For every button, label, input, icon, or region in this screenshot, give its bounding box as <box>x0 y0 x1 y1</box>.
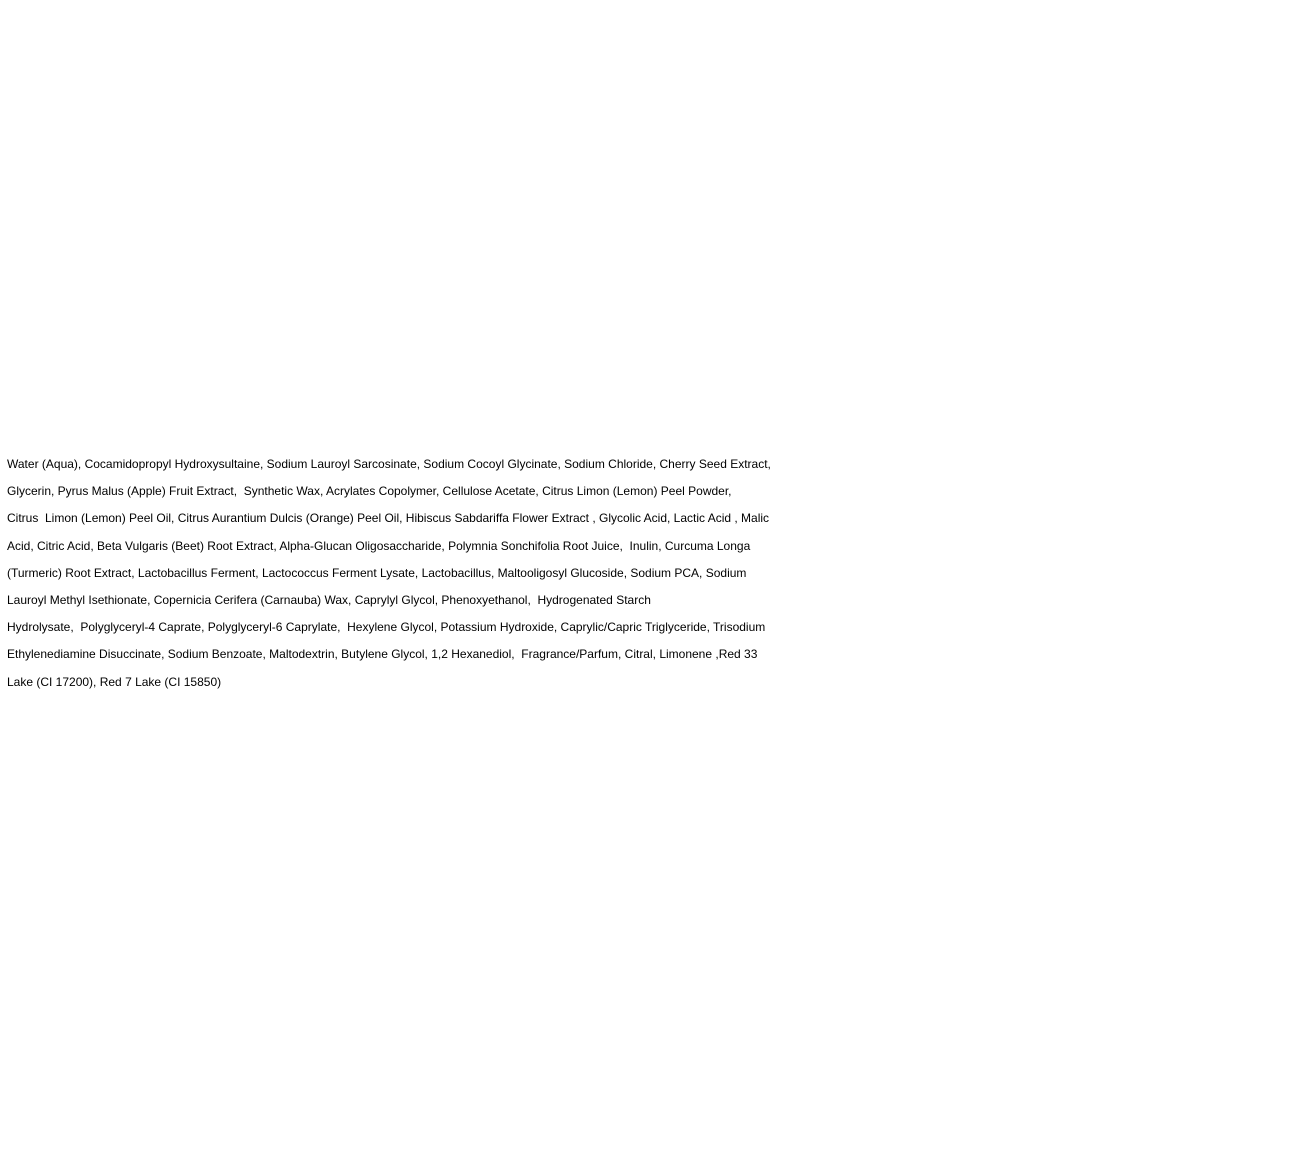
ingredients-line-9: Lake (CI 17200), Red 7 Lake (CI 15850) <box>7 674 222 689</box>
ingredients-line-1: Water (Aqua), Cocamidopropyl Hydroxysultaine, Sodium Lauroyl Sarcosinate, Sodium Cocoyl Glycinate, Sodium Chloride, Cherry Seed Extract, <box>7 457 771 471</box>
ingredients-line-3: Citrus Limon (Lemon) Peel Oil, Citrus Aurantium Dulcis (Orange) Peel Oil, Hibiscus Sabdariffa Flower Extract , Glycolic Acid, Lactic Acid , Malic <box>7 511 770 526</box>
ingredients-line-7: Hydrolysate, Polyglyceryl-4 Caprate, Polyglyceryl-6 Caprylate, Hexylene Glycol, Potassium Hydroxide, Caprylic/Capric Triglyceride, Trisodium <box>7 620 766 635</box>
ingredients-line-5: (Turmeric) Root Extract, Lactobacillus Ferment, Lactococcus Ferment Lysate, Lactobacillus, Maltooligosyl Glucoside, Sodium PCA, Sodium <box>7 565 747 580</box>
ingredients-text <box>7 451 1292 696</box>
ingredients-line-8: Ethylenediamine Disuccinate, Sodium Benzoate, Maltodextrin, Butylene Glycol, 1,2 Hexanediol, Fragrance/Parfum, Citral, Limonene ,Red 33 <box>7 647 758 662</box>
ingredients-line-2: Glycerin, Pyrus Malus (Apple) Fruit Extract, Synthetic Wax, Acrylates Copolymer, Cellulose Acetate, Citrus Limon (Lemon) Peel Powder, <box>7 484 732 499</box>
ingredients-line-4: Acid, Citric Acid, Beta Vulgaris (Beet) Root Extract, Alpha-Glucan Oligosaccharide, Polymnia Sonchifolia Root Juice, Inulin, Curcuma Longa <box>7 538 751 553</box>
ingredients-line-6: Lauroyl Methyl Isethionate, Copernicia Cerifera (Carnauba) Wax, Caprylyl Glycol, Phenoxyethanol, Hydrogenated Starch <box>7 593 651 608</box>
